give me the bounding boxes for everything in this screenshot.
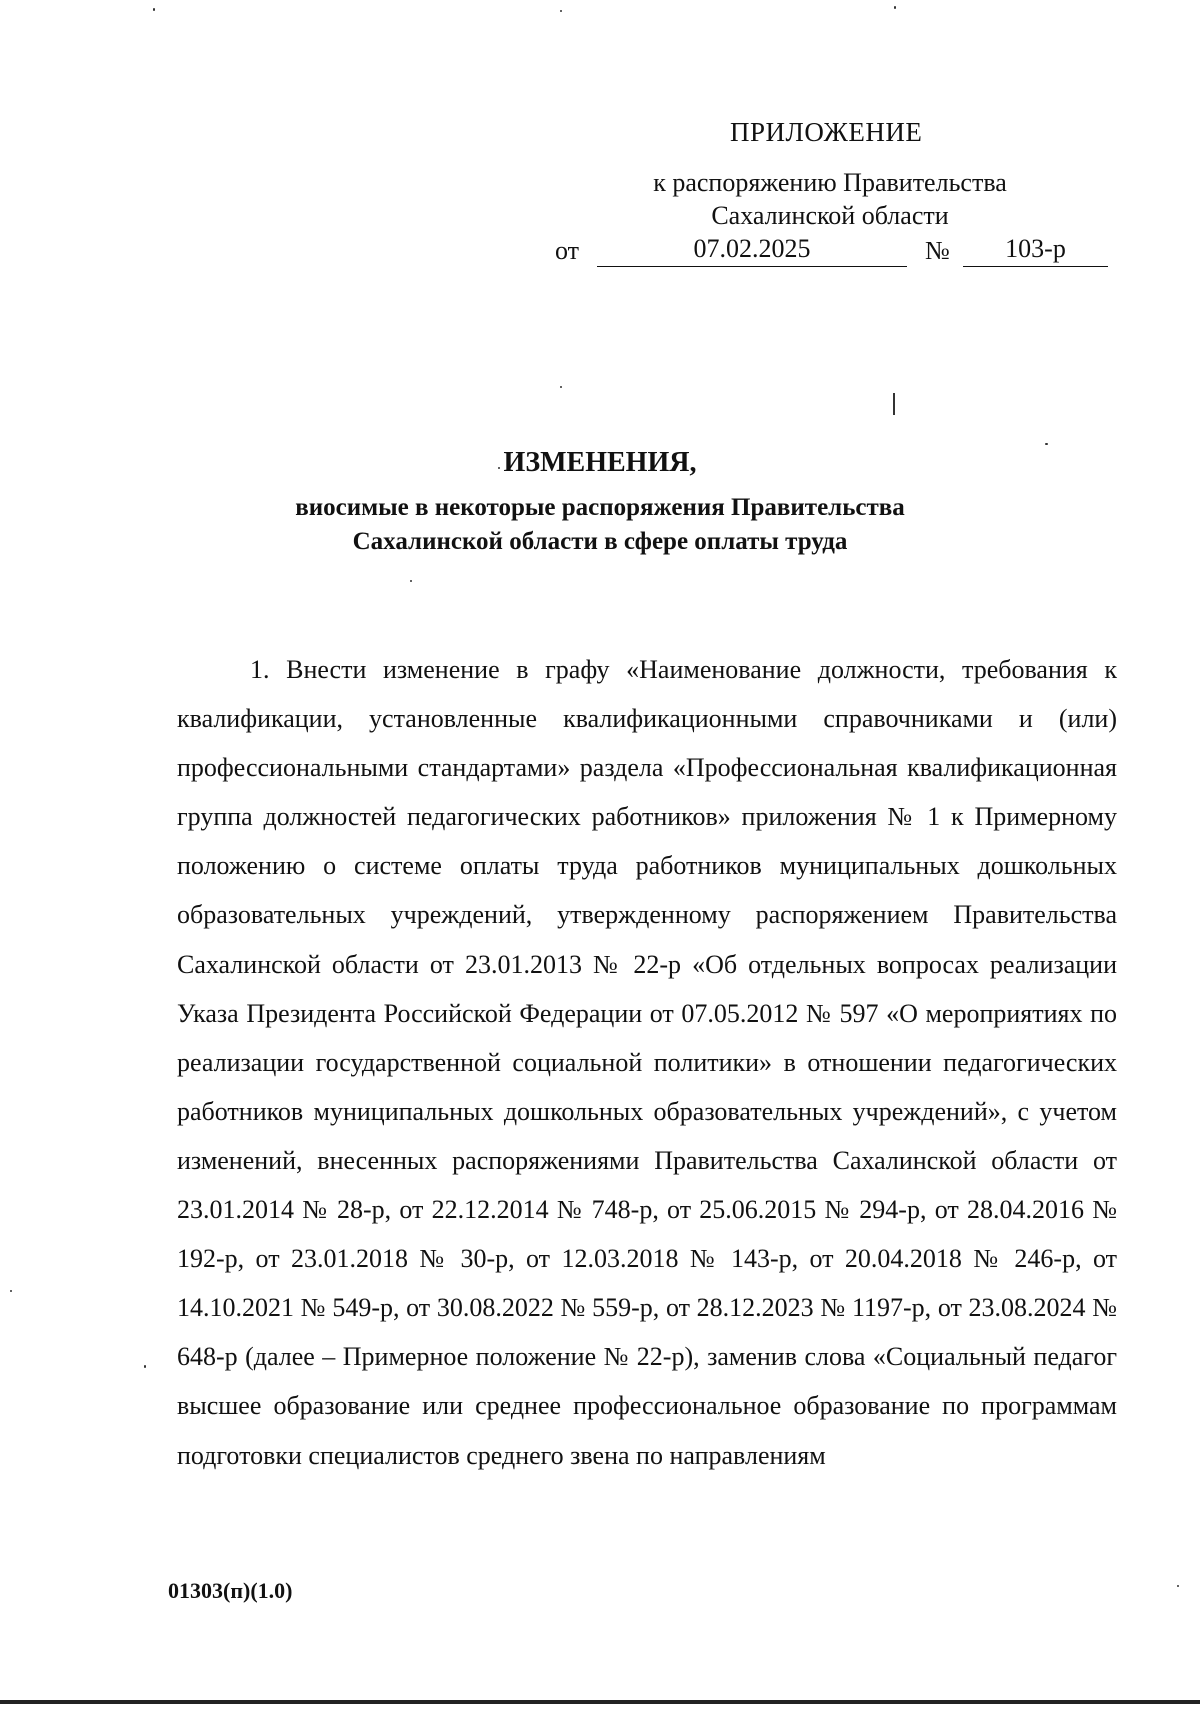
- from-label: от: [555, 236, 580, 265]
- body-paragraph: 1. Внести изменение в графу «Наименование должности, требования к квалификации, установленные квалификационными справочниками и (или) профессиональными стандартами» раздела «Профессиональная квалификационная группа должностей педагогических работников» приложения № 1 к Примерному положению о системе оплаты труда работников муниципальных дошкольных образовательных учреждений, утвержденному распоряжением Правительства Сахалинской области от 23.01.2013 № 22-р «Об отдельных вопросах реализации Указа Президента Российской Федерации от 07.05.2012 № 597 «О мероприятиях по реализации государственной социальной политики» в отношении педагогических работников муниципальных дошкольных образовательных учреждений», с учетом изменений, внесенных распоряжениями Правительства Сахалинской области от 23.01.2014 № 28-р, от 22.12.2014 № 748-р, от 25.06.2015 № 294-р, от 28.04.2016 № 192-р, от 23.01.2018 № 30-р, от 12.03.2018 № 143-р, от 20.04.2018 № 246-р, от 14.10.2021 № 549-р, от 30.08.2022 № 559-р, от 28.12.2023 № 1197-р, от 23.08.2024 № 648-р (далее – Примерное положение № 22-р), заменив слова «Социальный педагог высшее образование или среднее профессиональное образование по программам подготовки специалистов среднего звена по направлениям: [177, 655, 1117, 1470]
- scan-speck: [10, 1290, 12, 1292]
- scan-page-edge: [0, 1700, 1200, 1704]
- order-date-field: 07.02.2025: [597, 232, 907, 267]
- scan-speck: [498, 467, 500, 469]
- document-subtitle-line1: виосимые в некоторые распоряжения Правительства: [295, 494, 905, 521]
- scan-speck: [1177, 1585, 1179, 1587]
- document-subtitle-line2: Сахалинской области в сфере оплаты труда: [352, 528, 848, 555]
- scan-speck: [410, 580, 412, 582]
- scan-speck: [894, 6, 896, 9]
- scan-speck: [560, 10, 562, 12]
- order-number-field: 103-р: [963, 232, 1108, 267]
- scan-speck: [144, 1365, 146, 1368]
- scan-speck: [1045, 443, 1048, 445]
- scan-speck: [560, 386, 562, 388]
- appendix-reference-line2: Сахалинской области: [711, 201, 949, 230]
- number-sign-label: №: [925, 236, 950, 265]
- scan-speck: [153, 8, 155, 11]
- document-code: 01303(п)(1.0): [168, 1578, 293, 1603]
- appendix-reference-line1: к распоряжению Правительства: [653, 168, 1007, 197]
- document-title: ИЗМЕНЕНИЯ,: [503, 447, 697, 478]
- appendix-title: ПРИЛОЖЕНИЕ: [730, 117, 923, 147]
- order-details-row: [555, 232, 1115, 272]
- scan-artifact-mark: [893, 393, 895, 415]
